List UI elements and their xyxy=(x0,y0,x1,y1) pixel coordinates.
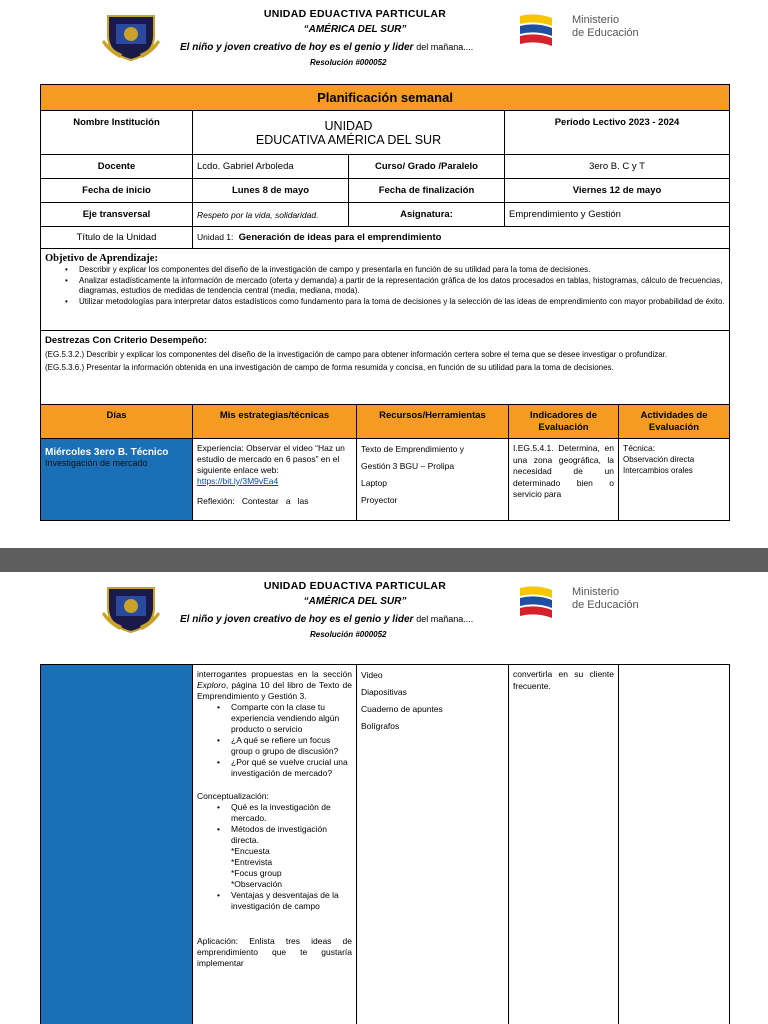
exploration-item: • ¿A qué se refiere un focus group o grupo de discusión? xyxy=(213,735,352,757)
objective-section xyxy=(41,249,730,331)
institution-value-line-2: EDUCATIVA AMÉRICA DEL SUR xyxy=(255,132,442,147)
concept-item: • Ventajas y desventajas de la investigación de campo xyxy=(213,890,352,912)
school-label: UNIDAD EDUACTIVA PARTICULAR xyxy=(263,8,447,20)
school-crest-icon xyxy=(102,10,160,62)
concept-item xyxy=(213,824,352,890)
ministry-line-1: Ministerio xyxy=(572,586,620,598)
school-label: UNIDAD EDUACTIVA PARTICULAR xyxy=(263,580,447,592)
resource-item: Video xyxy=(361,670,383,680)
intro-part: , página 10 del libro de Texto de Emprendimiento y Gestión 3. xyxy=(197,680,352,701)
ministry-name xyxy=(572,14,639,40)
intro-emphasis: Exploro xyxy=(197,680,226,690)
method-item: *Observación xyxy=(231,879,283,889)
page-header xyxy=(0,572,768,648)
col-resources: Recursos/Herramientas xyxy=(357,405,509,439)
institution-value xyxy=(193,111,505,155)
concept-list xyxy=(213,802,352,912)
start-date-value: Lunes 8 de mayo xyxy=(193,179,349,203)
resource-item: Cuaderno de apuntes xyxy=(361,704,443,714)
reflection-text: Reflexión: Contestar a las xyxy=(197,496,309,506)
indicator-cell xyxy=(509,439,619,521)
exploration-item: • ¿Por qué se vuelve crucial una investigación de mercado? xyxy=(213,757,352,779)
school-period: Período Lectivo 2023 - 2024 xyxy=(505,111,730,155)
subject-label: Asignatura: xyxy=(349,203,505,227)
col-activities: Actividades de Evaluación xyxy=(619,405,730,439)
activities-table-continued xyxy=(40,664,730,1024)
objective-title: Objetivo de Aprendizaje: xyxy=(45,253,158,264)
axis-label: Eje transversal xyxy=(41,203,193,227)
school-heading xyxy=(170,8,540,35)
skills-title: Destrezas Con Criterio Desempeño: xyxy=(45,335,208,346)
skills-section xyxy=(41,331,730,405)
day-cell xyxy=(41,665,193,1024)
resource-item: Laptop xyxy=(361,478,387,488)
col-days: Días xyxy=(41,405,193,439)
technique-item: Intercambios orales xyxy=(623,466,693,475)
school-motto xyxy=(180,42,473,53)
resource-item: Proyector xyxy=(361,495,398,505)
concept-item: • Qué es la investigación de mercado. xyxy=(213,802,352,824)
course-label: Curso/ Grado /Paralelo xyxy=(349,155,505,179)
plan-title: Planificación semanal xyxy=(41,85,730,111)
ministry-flag-icon xyxy=(518,12,554,50)
institution-value-line-1: UNIDAD xyxy=(324,118,373,133)
objective-list xyxy=(45,265,725,307)
resolution-number: Resolución #000052 xyxy=(310,630,387,639)
institution-label: Nombre Institución xyxy=(41,111,193,155)
application-text: Aplicación: Enlista tres ideas de emprendimiento que te gustaría implementar xyxy=(197,936,352,968)
resources-cell xyxy=(357,665,509,1024)
resource-item: Gestión 3 BGU – Prolipa xyxy=(361,461,455,471)
indicator-text: convertirla en su cliente frecuente. xyxy=(513,669,614,691)
motto-text: El niño y joven creativo de hoy es el genio y lider xyxy=(180,614,414,625)
objective-item: • Describir y explicar los componentes del diseño de la investigación de campo y presentarla en función de su utilidad para la toma de decisiones. xyxy=(45,265,725,276)
intro-part: interrogantes propuestas en la sección xyxy=(197,669,352,679)
page-header xyxy=(0,0,768,76)
activity-cell xyxy=(619,665,730,1024)
end-date-value: Viernes 12 de mayo xyxy=(505,179,730,203)
col-indicators: Indicadores de Evaluación xyxy=(509,405,619,439)
school-name: “AMÉRICA DEL SUR” xyxy=(303,596,407,607)
ministry-line-2: de Educación xyxy=(572,27,639,39)
plan-info-table xyxy=(40,84,730,405)
teacher-value: Lcdo. Gabriel Arboleda xyxy=(193,155,349,179)
indicator-cell xyxy=(509,665,619,1024)
resource-item: Bolígrafos xyxy=(361,721,400,731)
motto-tail: del mañana.... xyxy=(416,614,474,624)
objective-item: • Utilizar metodologías para interpretar datos estadísticos como fundamento para la toma de decisiones y la selección de las ideas de emprendimiento con mayor probabilidad de éxito. xyxy=(45,297,725,308)
resolution-number: Resolución #000052 xyxy=(310,58,387,67)
unit-label: Título de la Unidad xyxy=(41,227,193,249)
ministry-flag-icon xyxy=(518,584,554,622)
activity-cell xyxy=(619,439,730,521)
skill-line-2: (EG.5.3.6.) Presentar la información obtenida en una investigación de campo de forma resumida y concisa, en función de su utilidad para la toma de decisiones. xyxy=(45,363,614,372)
method-item: *Entrevista xyxy=(231,857,273,867)
teacher-label: Docente xyxy=(41,155,193,179)
subject-value: Emprendimiento y Gestión xyxy=(505,203,730,227)
resource-item: Diapositivas xyxy=(361,687,407,697)
exploration-list xyxy=(213,702,352,779)
course-value: 3ero B. C y T xyxy=(505,155,730,179)
technique-label: Técnica: xyxy=(623,443,656,453)
motto-text: El niño y joven creativo de hoy es el genio y lider xyxy=(180,42,414,53)
strategy-cell xyxy=(193,665,357,1024)
end-date-label: Fecha de finalización xyxy=(349,179,505,203)
intro-text xyxy=(197,669,352,702)
strategy-cell xyxy=(193,439,357,521)
document-page-2 xyxy=(0,572,768,1024)
unit-title: Generación de ideas para el emprendimiento xyxy=(238,232,442,243)
ministry-name xyxy=(572,586,639,612)
indicator-text: I.EG.5.4.1. Determina, en una zona geográfica, la necesidad de un determinado bien o servicio para xyxy=(513,443,614,499)
exploration-item: • Comparte con la clase tu experiencia vendiendo algún producto o servicio xyxy=(213,702,352,735)
start-date-label: Fecha de inicio xyxy=(41,179,193,203)
resources-cell xyxy=(357,439,509,521)
unit-number: Unidad 1: xyxy=(197,232,234,242)
day-subtitle: Investigación de mercado xyxy=(45,458,148,468)
objective-item: • Analizar estadísticamente la información de mercado (oferta y demanda) a partir de la representación gráfica de los datos procesados en tablas, histogramas, cálculo de frecuencias, diagramas, estudios de medidas de tendencia central (media, mediana, moda). xyxy=(45,276,725,297)
concept-item-text: • Métodos de investigación directa. xyxy=(231,824,327,845)
activities-table xyxy=(40,404,730,521)
motto-tail: del mañana.... xyxy=(416,42,474,52)
resource-item: Texto de Emprendimiento y xyxy=(361,444,464,454)
school-motto xyxy=(180,614,473,625)
school-name: “AMÉRICA DEL SUR” xyxy=(303,24,407,35)
col-strategies: Mis estrategias/técnicas xyxy=(193,405,357,439)
school-crest-icon xyxy=(102,582,160,634)
experience-text: Experiencia: Observar el video “Haz un estudio de mercado en 6 pasos” en el siguiente enlace web: xyxy=(197,443,345,475)
ministry-line-2: de Educación xyxy=(572,599,639,611)
day-title: Miércoles 3ero B. Técnico xyxy=(45,447,169,458)
skill-line-1: (EG.5.3.2.) Describir y explicar los componentes del diseño de la investigación de campo para obtener información certera sobre el tema que se desee investigar o profundizar. xyxy=(45,350,668,359)
video-link[interactable]: https://bit.ly/3M9vEa4 xyxy=(197,476,279,486)
day-cell xyxy=(41,439,193,521)
method-item: *Encuesta xyxy=(231,846,270,856)
school-heading xyxy=(170,580,540,607)
method-item: *Focus group xyxy=(231,868,282,878)
concept-label: Conceptualización: xyxy=(197,791,269,801)
technique-item: Observación directa xyxy=(623,455,695,464)
ministry-line-1: Ministerio xyxy=(572,14,620,26)
unit-value xyxy=(193,227,730,249)
axis-value: Respeto por la vida, solidaridad. xyxy=(193,203,349,227)
